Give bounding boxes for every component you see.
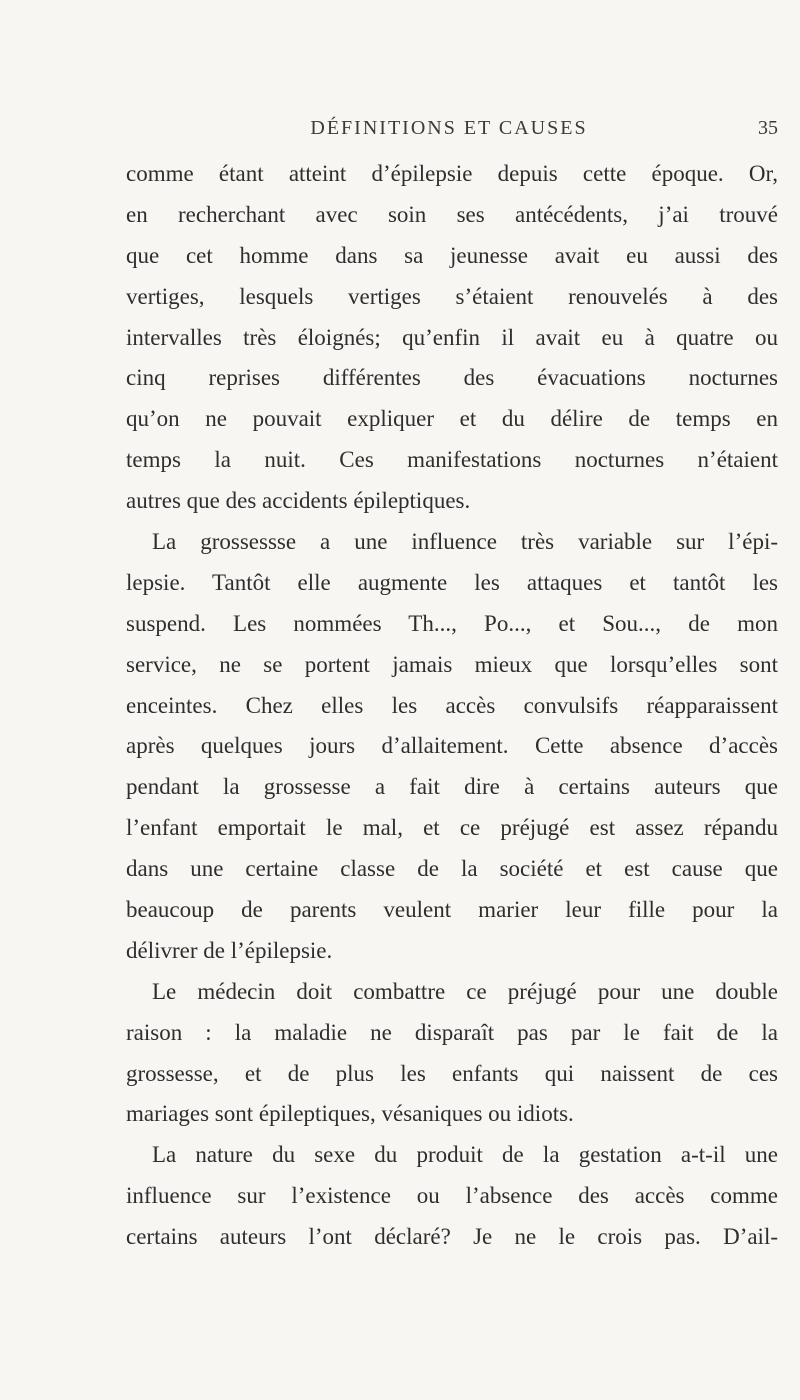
text-line: cinq reprises différentes des évacuations nocturnes xyxy=(126,365,778,391)
text-line: Le médecin doit combattre ce préjugé pour une double xyxy=(152,978,778,1004)
text-line: raison : la maladie ne disparaît pas par le fait de la xyxy=(126,1019,778,1045)
text-line: après quelques jours d’allaitement. Cette absence d’accès xyxy=(126,733,778,759)
body-text xyxy=(126,154,778,1258)
text-line: délivrer de l’épilepsie. xyxy=(126,937,333,963)
text-line: La nature du sexe du produit de la gestation a-t-il une xyxy=(152,1142,778,1168)
text-line: grossesse, et de plus les enfants qui naissent de ces xyxy=(126,1060,778,1086)
text-line: La grossessse a une influence très variable sur l’épi- xyxy=(152,529,778,555)
text-line: service, ne se portent jamais mieux que lorsqu’elles sont xyxy=(126,651,778,677)
text-line: dans une certaine classe de la société et est cause que xyxy=(126,856,778,882)
running-head xyxy=(120,117,778,147)
text-line: mariages sont épileptiques, vésaniques ou idiots. xyxy=(126,1101,574,1127)
text-line: lepsie. Tantôt elle augmente les attaques et tantôt les xyxy=(126,569,778,595)
text-line: temps la nuit. Ces manifestations nocturnes n’étaient xyxy=(126,447,778,473)
text-line: l’enfant emportait le mal, et ce préjugé est assez répandu xyxy=(126,815,778,841)
text-line: en recherchant avec soin ses antécédents, j’ai trouvé xyxy=(126,201,778,227)
text-line: suspend. Les nommées Th..., Po..., et Sou..., de mon xyxy=(126,610,778,636)
text-line: pendant la grossesse a fait dire à certains auteurs que xyxy=(126,774,778,800)
text-line: enceintes. Chez elles les accès convulsifs réapparaissent xyxy=(126,692,778,718)
text-line: intervalles très éloignés; qu’enfin il avait eu à quatre ou xyxy=(126,324,778,350)
text-line: que cet homme dans sa jeunesse avait eu aussi des xyxy=(126,242,778,268)
text-line: beaucoup de parents veulent marier leur fille pour la xyxy=(126,897,778,923)
text-line: comme étant atteint d’épilepsie depuis cette époque. Or, xyxy=(126,161,778,186)
text-line: qu’on ne pouvait expliquer et du délire de temps en xyxy=(126,406,778,432)
text-line: autres que des accidents épileptiques. xyxy=(126,488,471,514)
running-title: DÉFINITIONS ET CAUSES xyxy=(310,117,588,139)
page-number: 35 xyxy=(758,117,778,139)
text-line: vertiges, lesquels vertiges s’étaient renouvelés à des xyxy=(126,283,778,309)
text-line: certains auteurs l’ont déclaré? Je ne le crois pas. D’ail- xyxy=(126,1224,778,1250)
text-line: influence sur l’existence ou l’absence des accès comme xyxy=(126,1183,778,1209)
